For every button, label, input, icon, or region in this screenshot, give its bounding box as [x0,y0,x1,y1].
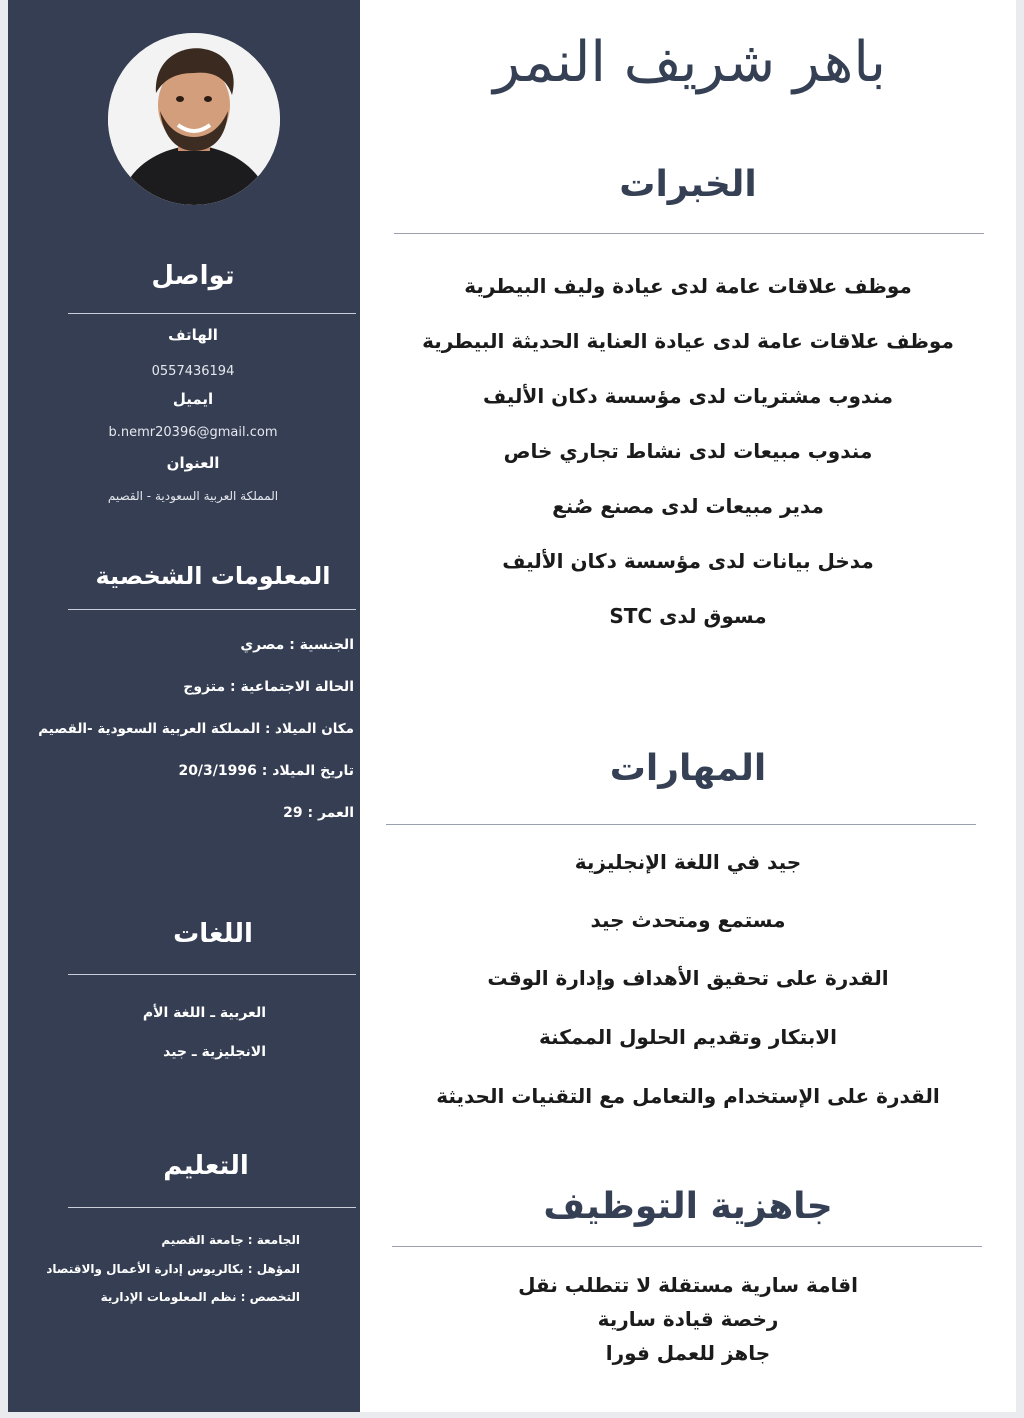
profile-photo [108,33,280,205]
phone-label: الهاتف [168,326,218,344]
experience-item: مندوب مبيعات لدى نشاط تجاري خاص [503,439,873,463]
languages-title: اللغات [173,919,253,949]
sidebar [8,0,360,1412]
email-label: ايميل [172,390,214,408]
personal-divider [68,609,356,610]
address-label: العنوان [166,454,220,472]
skill-item: القدرة على تحقيق الأهداف وإدارة الوقت [487,966,889,990]
personal-age: العمر : 29 [283,805,354,821]
experience-item: مدخل بيانات لدى مؤسسة دكان الأليف [502,549,874,573]
experience-item: مندوب مشتريات لدى مؤسسة دكان الأليف [482,384,894,408]
experience-divider [394,233,984,234]
experience-item: مسوق لدى STC [609,604,767,628]
readiness-title: جاهزية التوظيف [543,1186,833,1227]
address-value: المملكة العربية السعودية - القصيم [107,489,279,503]
phone-value: 0557436194 [151,364,235,379]
education-title: التعليم [163,1151,249,1181]
education-major: التخصص : نظم المعلومات الإدارية [100,1290,300,1304]
skill-item: القدرة على الإستخدام والتعامل مع التقنيات الحديثة [436,1084,940,1108]
education-divider [68,1207,356,1208]
education-degree: المؤهل : بكالريوس إدارة الأعمال والاقتصاد [46,1262,300,1276]
skill-item: جيد في اللغة الإنجليزية [574,850,802,874]
languages-divider [68,974,356,975]
skills-divider [386,824,976,825]
readiness-item: رخصة قيادة سارية [597,1307,779,1331]
contact-divider [68,313,356,314]
avatar-portrait-icon [108,33,280,205]
language-english: الانجليزية ـ جيد [163,1044,266,1060]
skill-item: مستمع ومتحدث جيد [590,908,786,932]
personal-nationality: الجنسية : مصري [240,637,354,653]
skills-title: المهارات [609,748,767,789]
contact-title: تواصل [151,261,235,291]
main-content [360,0,1016,1412]
readiness-item: اقامة سارية مستقلة لا تتطلب نقل [518,1273,858,1297]
candidate-name: باهر شريف النمر [493,30,886,95]
resume-page [8,0,1016,1412]
experience-item: موظف علاقات عامة لدى عيادة وليف البيطرية [464,274,912,298]
personal-birthdate: تاريخ الميلاد : 20/3/1996 [178,763,354,779]
readiness-item: جاهز للعمل فورا [605,1341,771,1365]
personal-info-title: المعلومات الشخصية [95,562,331,590]
language-arabic: العربية ـ اللغة الأم [142,1005,266,1021]
personal-marital-status: الحالة الاجتماعية : متزوج [183,679,354,695]
readiness-divider [392,1246,982,1247]
experience-title: الخبرات [619,164,757,205]
email-value: b.nemr20396@gmail.com [108,425,278,440]
personal-birthplace: مكان الميلاد : المملكة العربية السعودية -القصيم [38,721,354,737]
experience-item: مدير مبيعات لدى مصنع صُنع [552,494,824,518]
experience-item: موظف علاقات عامة لدى عيادة العناية الحديثة البيطرية [422,329,954,353]
education-university: الجامعة : جامعة القصيم [161,1233,300,1247]
skill-item: الابتكار وتقديم الحلول الممكنة [539,1025,837,1049]
